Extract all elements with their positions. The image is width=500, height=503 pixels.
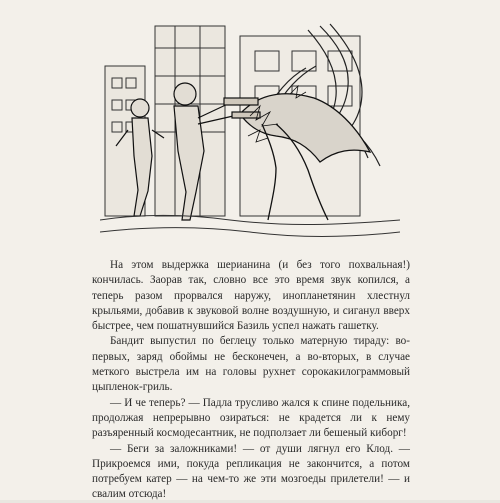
page-text xyxy=(92,258,410,503)
battle-illustration-icon xyxy=(100,6,400,246)
paragraph: На этом выдержка шерианина (и без того похвальная!) кончилась. Заорав так, словно все это время звук копился, а теперь разом прорвался наружу, инопланетянин хлестнул крыльями, добавив к звуковой волне воздушную, и сиганул вверх быстрее, чем пошатнувшийся Базиль успел нажать гашетку. xyxy=(92,259,410,333)
ground xyxy=(100,216,400,237)
soldiers xyxy=(116,83,260,220)
paragraph: Бандит выпустил по беглецу только матерную тираду: во-первых, заряд обоймы не бесконечен, а во-вторых, в случае меткого выстрела им на головы рухнет сорокакилограммовый цыпленок-гриль. xyxy=(92,335,410,394)
paragraph: — Беги за заложниками! — от души лягнул его Клод. — Прикроемся ими, покуда репликация не закончится, а потом потребуем катер — на чем-то же эти мозгоеды прилетели! — и свалим отсюда! xyxy=(92,442,410,501)
paragraph: — И че теперь? — Падла трусливо жался к спине подельника, продолжая непрерывно озираться: не крадется ли к нему разъяренный космодесантник, не подползает ли бешеный киборг! xyxy=(92,396,410,440)
illustration xyxy=(100,6,400,246)
